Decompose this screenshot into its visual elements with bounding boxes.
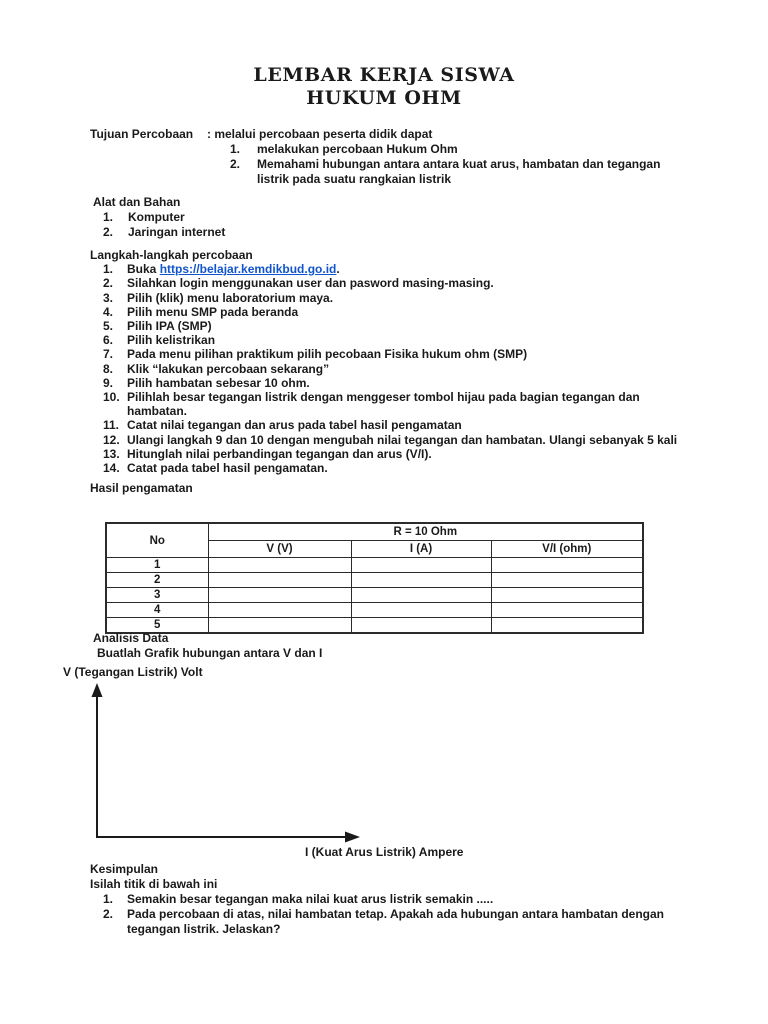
x-axis-arrowhead-icon: [345, 832, 360, 843]
list-number: 6.: [103, 333, 114, 348]
table-row: [106, 573, 643, 588]
list-number: 5.: [103, 319, 114, 334]
list-number: 14.: [103, 461, 120, 476]
tujuan-item-text-line1: Memahami hubungan antara antara kuat arus, hambatan dan tegangan: [257, 157, 661, 171]
row-number-cell: 4: [106, 603, 208, 618]
langkah-step: [103, 362, 715, 376]
empty-cell: [208, 558, 351, 573]
langkah-step: [103, 376, 715, 390]
tujuan-item-text-line2: listrik pada suatu rangkaian listrik: [257, 172, 452, 186]
empty-cell: [351, 618, 491, 634]
table-subheader-v: V (V): [208, 541, 351, 558]
table-row: [106, 603, 643, 618]
tujuan-item-text: melakukan percobaan Hukum Ohm: [257, 142, 458, 156]
tujuan-intro: : melalui percobaan peserta didik dapat: [207, 127, 433, 141]
langkah-step: [103, 276, 715, 290]
kesimpulan-item-text: Semakin besar tegangan maka nilai kuat arus listrik semakin .....: [127, 892, 494, 906]
tujuan-label: Tujuan Percobaan: [90, 127, 194, 141]
langkah-step: [103, 333, 715, 347]
table-row: [106, 588, 643, 603]
table-header-no: No: [106, 523, 208, 558]
kesimpulan-item: [103, 892, 730, 907]
alat-item: [103, 225, 713, 240]
step-text: Catat pada tabel hasil pengamatan.: [127, 461, 328, 476]
analisis-heading: Analisis Data: [93, 631, 169, 645]
kesimpulan-subtext: Isilah titik di bawah ini: [90, 877, 218, 891]
analisis-subtext: Buatlah Grafik hubungan antara V dan I: [97, 646, 323, 660]
step-text: Pilih menu SMP pada beranda: [127, 304, 299, 319]
title-line-1: LEMBAR KERJA SISWA: [253, 64, 515, 86]
row-number-cell: 2: [106, 573, 208, 588]
empty-cell: [351, 558, 491, 573]
list-number: 2.: [103, 276, 114, 291]
langkah-step: [103, 319, 715, 333]
list-number: 12.: [103, 432, 120, 447]
step-text: Pilih kelistrikan: [127, 333, 216, 348]
langkah-step: [103, 461, 715, 475]
step-text: Pada menu pilihan praktikum pilih pecobaan Fisika hukum ohm (SMP): [127, 347, 528, 362]
tujuan-item: [230, 157, 730, 187]
langkah-step: [103, 291, 715, 305]
kesimpulan-item: [103, 907, 730, 937]
step-text: Silahkan login menggunakan user dan pasword masing-masing.: [127, 276, 494, 291]
table-row: [106, 618, 643, 634]
list-number: 1.: [103, 262, 114, 277]
hasil-pengamatan-table: [105, 522, 644, 634]
alat-item-text: Komputer: [128, 210, 185, 224]
graph-axes: [85, 680, 385, 850]
row-number-cell: 5: [106, 618, 208, 634]
kesimpulan-heading: Kesimpulan: [90, 862, 159, 876]
langkah-step: [103, 390, 715, 418]
step-text: Catat nilai tegangan dan arus pada tabel hasil pengamatan: [127, 418, 462, 433]
section-alat-bahan: [93, 195, 713, 240]
alat-item-text: Jaringan internet: [128, 225, 226, 239]
list-number: 1.: [230, 142, 241, 156]
list-number: 2.: [103, 907, 114, 921]
step-text: Klik “lakukan percobaan sekarang”: [127, 361, 330, 376]
x-axis-label: I (Kuat Arus Listrik) Ampere: [305, 845, 464, 859]
list-number: 2.: [103, 225, 114, 239]
langkah-step: [103, 262, 715, 276]
section-langkah: [90, 248, 715, 475]
list-number: 1.: [103, 892, 114, 906]
kemdikbud-link[interactable]: https://belajar.kemdikbud.go.id: [159, 262, 337, 277]
langkah-step: [103, 433, 715, 447]
step-text: Ulangi langkah 9 dan 10 dengan mengubah nilai tegangan dan hambatan. Ulangi sebanyak 5 kali: [127, 432, 678, 447]
empty-cell: [491, 618, 643, 634]
table-subheader-i: I (A): [351, 541, 491, 558]
langkah-step: [103, 447, 715, 461]
table-header-r: R = 10 Ohm: [208, 523, 643, 541]
list-number: 7.: [103, 347, 114, 362]
kesimpulan-item-text-line1: Pada percobaan di atas, nilai hambatan tetap. Apakah ada hubungan antara hambatan dengan: [127, 907, 665, 921]
list-number: 3.: [103, 290, 114, 305]
list-number: 8.: [103, 361, 114, 376]
row-number-cell: 1: [106, 558, 208, 573]
step1-suffix: .: [336, 262, 340, 277]
langkah-heading: Langkah-langkah percobaan: [90, 248, 253, 262]
empty-cell: [208, 573, 351, 588]
alat-heading: Alat dan Bahan: [93, 195, 181, 209]
empty-cell: [491, 603, 643, 618]
row-number-cell: 3: [106, 588, 208, 603]
step-text: Pilih (klik) menu laboratorium maya.: [127, 290, 334, 305]
empty-cell: [208, 618, 351, 634]
list-number: 9.: [103, 375, 114, 390]
title-line-2: HUKUM OHM: [306, 87, 462, 109]
list-number: 2.: [230, 157, 241, 171]
list-number: 11.: [103, 418, 120, 433]
step-text: Pilih IPA (SMP): [127, 319, 212, 334]
empty-cell: [351, 603, 491, 618]
empty-cell: [208, 588, 351, 603]
section-kesimpulan: [90, 862, 730, 937]
step-text: Pilih hambatan sebesar 10 ohm.: [127, 375, 310, 390]
document-title: [0, 64, 768, 110]
list-number: 4.: [103, 304, 114, 319]
empty-cell: [491, 588, 643, 603]
list-number: 13.: [103, 446, 120, 461]
section-tujuan: [90, 127, 730, 187]
list-number: 1.: [103, 210, 114, 224]
table-row: [106, 558, 643, 573]
y-axis-label: V (Tegangan Listrik) Volt: [63, 665, 203, 679]
empty-cell: [351, 573, 491, 588]
empty-cell: [491, 558, 643, 573]
tujuan-item: [230, 142, 730, 157]
kesimpulan-item-text-line2: tegangan listrik. Jelaskan?: [127, 922, 281, 936]
y-axis-arrowhead-icon: [92, 683, 103, 697]
empty-cell: [491, 573, 643, 588]
step-text: Hitunglah nilai perbandingan tegangan dan arus (V/I).: [127, 446, 432, 461]
step-text-line2: hambatan.: [127, 404, 188, 419]
empty-cell: [351, 588, 491, 603]
hasil-heading: Hasil pengamatan: [90, 481, 193, 495]
step-text-line1: Pilihlah besar tegangan listrik dengan menggeser tombol hijau pada bagian tegangan dan: [127, 390, 640, 405]
table-subheader-vi: V/I (ohm): [491, 541, 643, 558]
langkah-step: [103, 418, 715, 432]
empty-cell: [208, 603, 351, 618]
langkah-step: [103, 305, 715, 319]
langkah-step: [103, 347, 715, 361]
step1-prefix: Buka: [127, 262, 160, 277]
list-number: 10.: [103, 390, 120, 405]
alat-item: [103, 210, 713, 225]
